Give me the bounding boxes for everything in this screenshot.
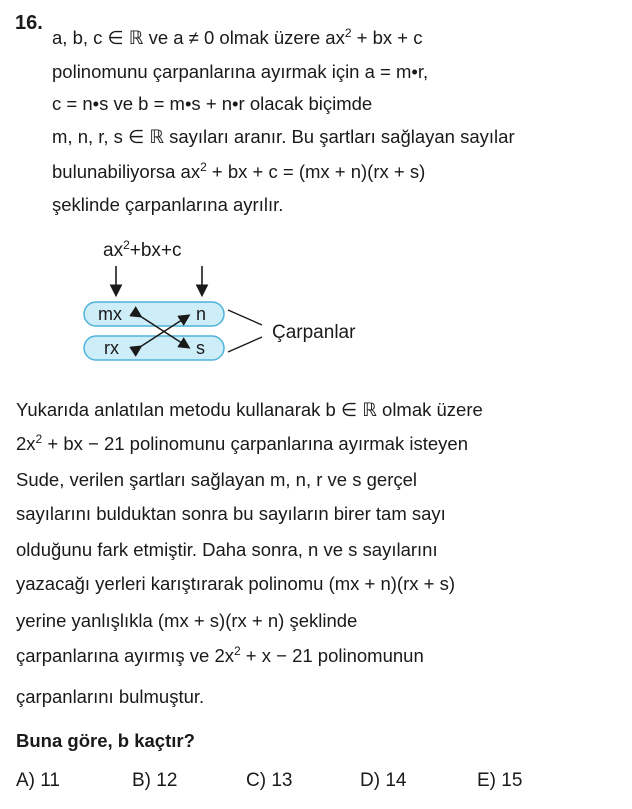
question-prompt: Buna göre, b kaçtır? <box>16 730 195 751</box>
para-line-2: $2x^2$ + bx − 21 polinomunu çarpanlarına ayırmak isteyen <box>16 432 468 455</box>
question-number: 16. <box>15 12 43 34</box>
para-line-7: yerine yanlışlıkla (mx + s)(rx + n) şeklinde <box>16 610 358 631</box>
intro-line-5: bulunabiliyorsa $ax^2$ + bx + c = (mx + n)(rx + s) <box>52 160 426 183</box>
diagram-expression: $ax^2+bx+c$ <box>103 238 182 261</box>
para-line-9: çarpanlarını bulmuştur. <box>16 686 205 707</box>
para-line-4: sayılarını bulduktan sonra bu sayıların birer tam sayı <box>16 503 446 524</box>
intro-line-6: şeklinde çarpanlarına ayrılır. <box>52 194 284 215</box>
option-a[interactable]: A) 11 <box>16 770 61 791</box>
para-line-5: olduğunu fark etmiştir. Daha sonra, n ve s sayılarını <box>16 539 438 560</box>
factor-n: n <box>196 304 207 324</box>
bracket-line-top <box>228 310 262 325</box>
factoring-diagram <box>0 228 632 368</box>
option-b[interactable]: B) 12 <box>132 770 178 791</box>
factor-s: s <box>196 338 205 358</box>
factors-label: Çarpanlar <box>272 322 356 343</box>
option-e[interactable]: E) 15 <box>477 770 523 791</box>
option-d[interactable]: D) 14 <box>360 770 407 791</box>
bracket-line-bottom <box>228 337 262 352</box>
option-c[interactable]: C) 13 <box>246 770 293 791</box>
intro-line-3: c = n•s ve b = m•s + n•r olacak biçimde <box>52 93 373 114</box>
para-line-3: Sude, verilen şartları sağlayan m, n, r ve s gerçel <box>16 469 418 490</box>
intro-line-1: a, b, c ∈ ℝ ve a ≠ 0 olmak üzere $ax^2$ + bx + c <box>52 26 423 49</box>
factor-rx: rx <box>104 338 119 358</box>
para-line-8: çarpanlarına ayırmış ve $2x^2 + x - 21$ polinomunun <box>16 644 424 667</box>
para-line-6: yazacağı yerleri karıştırarak polinomu (mx + n)(rx + s) <box>16 573 455 594</box>
intro-line-4: m, n, r, s ∈ ℝ sayıları aranır. Bu şartları sağlayan sayılar <box>52 126 515 147</box>
intro-line-2: polinomunu çarpanlarına ayırmak için a = m•r, <box>52 61 429 82</box>
factor-mx: mx <box>98 304 122 324</box>
para-line-1: Yukarıda anlatılan metodu kullanarak b ∈ ℝ olmak üzere <box>16 399 483 420</box>
